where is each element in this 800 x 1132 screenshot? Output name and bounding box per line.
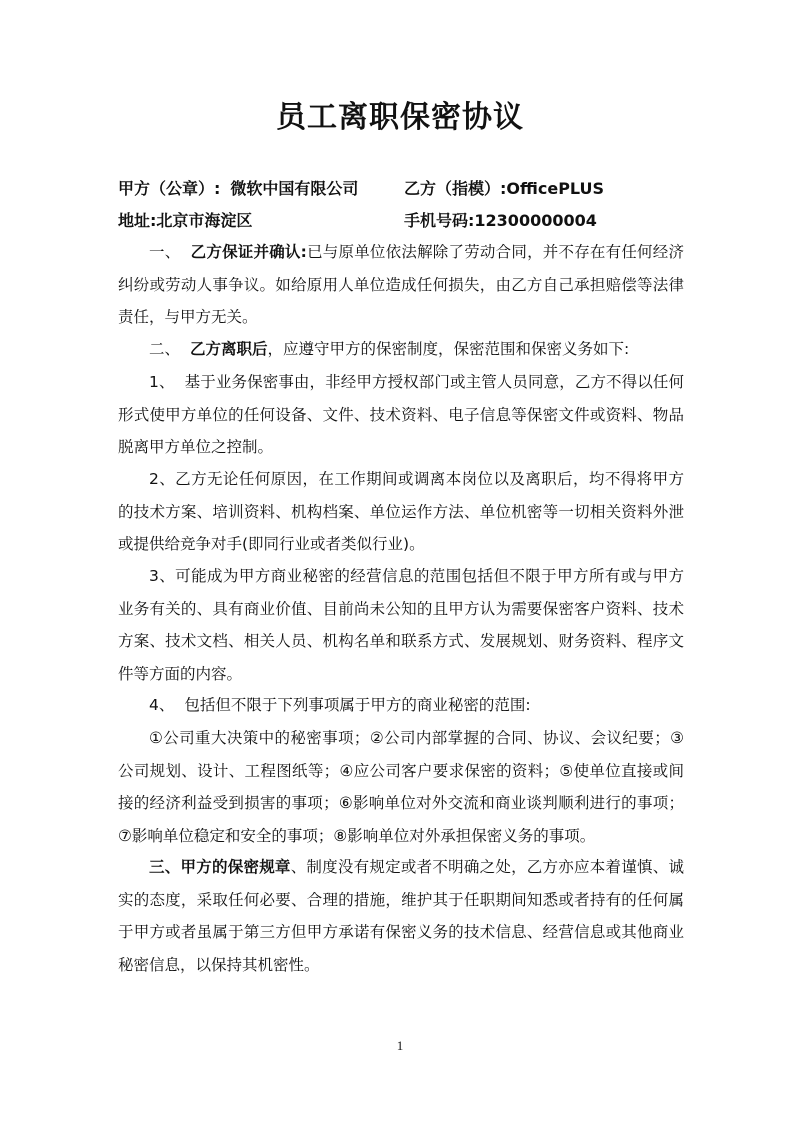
address bbox=[118, 208, 252, 231]
clause-2-heading: 乙方离职后 bbox=[190, 340, 268, 358]
clause-3-text: 、制度没有规定或者不明确之处，乙方亦应本着谨慎、诚实的态度，采取任何必要、合理的措施，维护其于任职期间知悉或者持有的任何属于甲方或者虽属于第三方但甲方承诺有保密义务的技术信息、经营信息或其他商业秘密信息，以保持其机密性。 bbox=[118, 858, 684, 974]
item-4-number: 4、 bbox=[149, 696, 175, 714]
clause-2-number: 二、 bbox=[149, 340, 181, 358]
phone-label: 手机号码: bbox=[404, 211, 475, 230]
clause-3 bbox=[118, 851, 684, 981]
clause-1-number: 一、 bbox=[149, 243, 181, 261]
phone bbox=[404, 208, 597, 231]
document-title: 员工离职保密协议 bbox=[276, 100, 524, 135]
contact-info-row bbox=[118, 208, 698, 234]
item-1-number: 1、 bbox=[149, 373, 175, 391]
clause-2-item-2: 2、乙方无论任何原因，在工作期间或调离本岗位以及离职后，均不得将甲方的技术方案、培训资料、机构档案、单位运作方法、单位机密等一切相关资料外泄或提供给竞争对手(即同行业或者类似行业)。 bbox=[118, 470, 684, 553]
clause-2 bbox=[118, 333, 684, 366]
clause-2-text: ，应遵守甲方的保密制度，保密范围和保密义务如下: bbox=[267, 340, 630, 358]
secret-items-list: ①公司重大决策中的秘密事项；②公司内部掌握的合同、协议、会议纪要；③公司规划、设计、工程图纸等；④应公司客户要求保密的资料；⑤使单位直接或间接的经济利益受到损害的事项；⑥影响单位对外交流和商业谈判顺利进行的事项；⑦影响单位稳定和安全的事项；⑧影响单位对外承担保密义务的事项。 bbox=[118, 729, 684, 845]
party-a bbox=[118, 176, 358, 199]
party-info-row bbox=[118, 176, 698, 202]
clause-1 bbox=[118, 236, 684, 334]
phone-value: 12300000004 bbox=[474, 211, 597, 230]
address-label: 地址: bbox=[118, 211, 157, 230]
clause-1-text: 已与原单位依法解除了劳动合同，并不存在有任何经济纠纷或劳动人事争议。如给原用人单位造成任何损失，由乙方自己承担赔偿等法律责任，与甲方无关。 bbox=[118, 243, 684, 326]
item-1-text: 基于业务保密事由，非经甲方授权部门或主管人员同意，乙方不得以任何形式使甲方单位的任何设备、文件、技术资料、电子信息等保密文件或资料、物品脱离甲方单位之控制。 bbox=[118, 373, 684, 456]
party-b-label: 乙方（指模）: bbox=[404, 179, 507, 198]
clause-2-item-3: 3、可能成为甲方商业秘密的经营信息的范围包括但不限于甲方所有或与甲方业务有关的、具有商业价值、目前尚未公知的且甲方认为需要保密客户资料、技术方案、技术文档、相关人员、机构名单和联系方式、发展规划、财务资料、程序文件等方面的内容。 bbox=[118, 567, 684, 683]
clause-2-item-4 bbox=[118, 689, 684, 722]
item-4-text: 包括但不限于下列事项属于甲方的商业秘密的范围: bbox=[184, 696, 531, 714]
clause-1-heading: 乙方保证并确认: bbox=[190, 243, 307, 261]
party-a-label: 甲方（公章）: bbox=[118, 179, 221, 198]
party-b bbox=[404, 176, 604, 199]
address-value: 北京市海淀区 bbox=[156, 211, 253, 230]
party-b-value: OfficePLUS bbox=[506, 179, 605, 198]
party-a-value: 微软中国有限公司 bbox=[230, 179, 359, 198]
clause-2-item-1 bbox=[118, 366, 684, 464]
page-number: 1 bbox=[396, 1038, 404, 1053]
clause-3-heading: 三、甲方的保密规章 bbox=[149, 858, 291, 876]
